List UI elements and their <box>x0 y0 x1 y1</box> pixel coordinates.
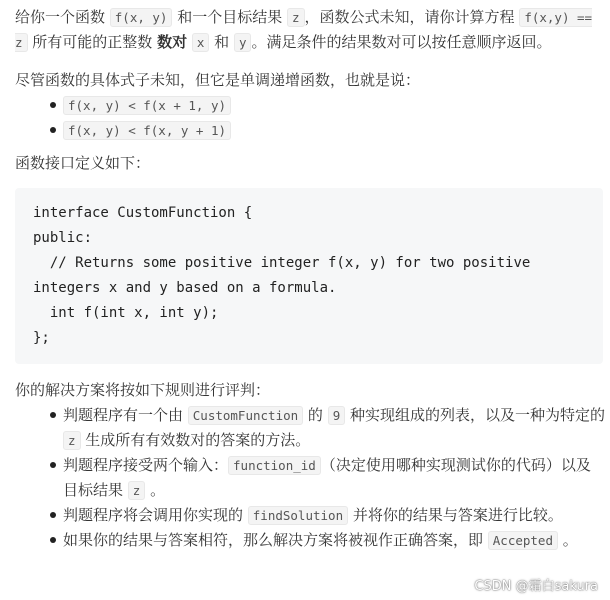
problem-description <box>15 0 605 553</box>
item-text: 的 <box>303 406 328 424</box>
inline-code: Accepted <box>488 531 558 550</box>
list-item <box>15 118 605 143</box>
inline-code: f(x,y) == z <box>15 10 593 50</box>
watermark: CSDN @霜白sakura <box>474 579 598 594</box>
item-text: 生成所有有效数对的答案的方法。 <box>80 431 311 449</box>
item-text: 并将你的结果与答案进行比较。 <box>348 506 563 524</box>
item-text: 。 <box>145 481 166 499</box>
item-text: （决定使用哪种实现测试你的代码）以及目标结果 <box>63 456 591 499</box>
judge-label: 你的解决方案将按如下规则进行评判： <box>15 381 271 399</box>
intro-text: 和 <box>209 33 234 51</box>
inline-code: y <box>234 33 252 52</box>
monotonic-paragraph: 尽管函数的具体式子未知，但它是单调递增函数，也就是说： <box>15 71 421 89</box>
list-item <box>15 403 605 453</box>
intro-text: ，函数公式未知，请你计算方程 <box>304 8 520 26</box>
list-item <box>15 503 605 528</box>
code-block: interface CustomFunction { public: // Returns some positive integer f(x, y) for two positive integers x and y based on a formula. int f(int x, int y); }; <box>15 188 603 364</box>
intro-text: 和一个目标结果 <box>172 8 288 26</box>
list-item <box>15 528 605 553</box>
item-text: 。 <box>558 531 578 549</box>
inline-code: findSolution <box>248 506 348 525</box>
item-text: 种实现组成的列表，以及一种为特定的 <box>345 406 605 424</box>
bold-text: 数对 <box>157 33 188 51</box>
item-text: 判题程序将会调用你实现的 <box>63 506 248 524</box>
inline-code: CustomFunction <box>188 406 303 425</box>
inline-code: f(x, y) <box>110 8 173 27</box>
list-item <box>15 453 605 503</box>
intro-text: 。满足条件的结果数对可以按任意顺序返回。 <box>251 33 552 51</box>
list-item <box>15 93 605 118</box>
intro-text: 给你一个函数 <box>15 8 110 26</box>
item-text: 判题程序接受两个输入： <box>63 456 229 474</box>
inline-code: z <box>287 8 305 27</box>
item-text: 判题程序有一个由 <box>63 406 188 424</box>
inline-code: f(x, y) < f(x + 1, y) <box>63 96 231 115</box>
inline-code: z <box>63 431 81 450</box>
monotonic-list <box>15 93 605 143</box>
inline-code: x <box>192 33 210 52</box>
intro-text: 所有可能的正整数 <box>27 33 158 51</box>
inline-code: f(x, y) < f(x, y + 1) <box>63 121 231 140</box>
inline-code: z <box>128 481 146 500</box>
interface-label: 函数接口定义如下： <box>15 154 151 172</box>
intro-paragraph <box>15 0 605 55</box>
inline-code: 9 <box>328 406 346 425</box>
judge-list <box>15 403 605 553</box>
item-text: 如果你的结果与答案相符，那么解决方案将被视作正确答案，即 <box>63 531 488 549</box>
inline-code: function_id <box>228 456 321 475</box>
